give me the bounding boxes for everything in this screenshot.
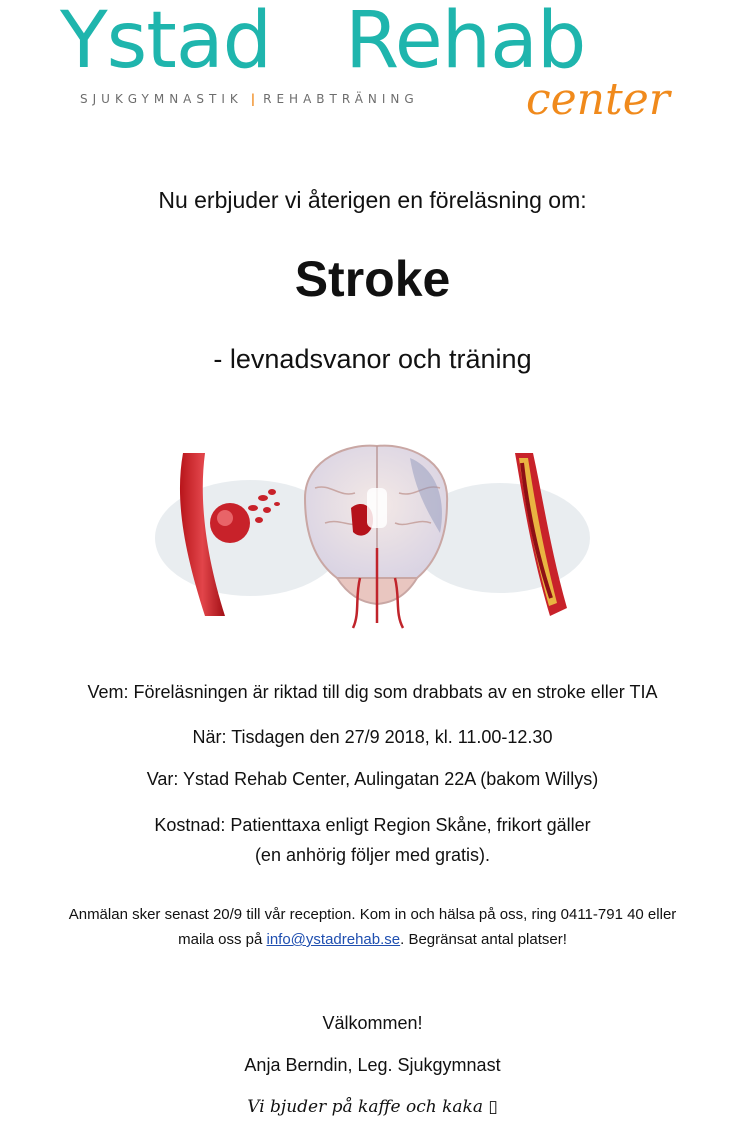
registration-prefix: maila oss på <box>178 931 267 948</box>
footer-note-text: Vi bjuder på kaffe och kaka <box>247 1097 483 1117</box>
page-title: Stroke <box>294 251 451 307</box>
detail-when: När: Tisdagen den 27/9 2018, kl. 11.00-12.30 <box>192 727 553 747</box>
welcome-text: Välkommen! <box>322 1013 423 1033</box>
page-subtitle: - levnadsvanor och träning <box>213 344 532 374</box>
stroke-illustration <box>155 428 590 636</box>
logo <box>50 0 690 130</box>
registration-suffix: . Begränsat antal platser! <box>400 931 567 948</box>
logo-tagline-separator: | <box>250 92 256 106</box>
logo-tagline-left: SJUKGYMNASTIK <box>80 92 243 106</box>
registration-line-1: Anmälan sker senast 20/9 till vår reception. Kom in och hälsa på oss, ring 0411-791 40 eller <box>68 906 677 923</box>
detail-cost: Kostnad: Patienttaxa enligt Region Skåne, frikort gäller <box>154 815 591 835</box>
placeholder-glyph-icon: ▯ <box>488 1097 498 1117</box>
email-link[interactable]: info@ystadrehab.se <box>266 931 401 948</box>
logo-script-center: center <box>526 74 670 125</box>
brain-cross-section <box>305 446 447 628</box>
detail-cost-note: (en anhörig följer med gratis). <box>254 845 491 865</box>
signature: Anja Berndin, Leg. Sjukgymnast <box>244 1055 501 1075</box>
registration-line-2 <box>0 928 745 952</box>
detail-who: Vem: Föreläsningen är riktad till dig som drabbats av en stroke eller TIA <box>87 682 658 702</box>
intro-text: Nu erbjuder vi återigen en föreläsning om: <box>158 187 587 213</box>
logo-word-rehab: Rehab <box>345 0 586 86</box>
logo-tagline <box>80 92 419 106</box>
footer-note <box>0 1095 745 1119</box>
logo-tagline-right: REHABTRÄNING <box>263 92 419 106</box>
detail-where: Var: Ystad Rehab Center, Aulingatan 22A (bakom Willys) <box>146 769 599 789</box>
logo-word-ystad: Ystad <box>60 0 272 86</box>
